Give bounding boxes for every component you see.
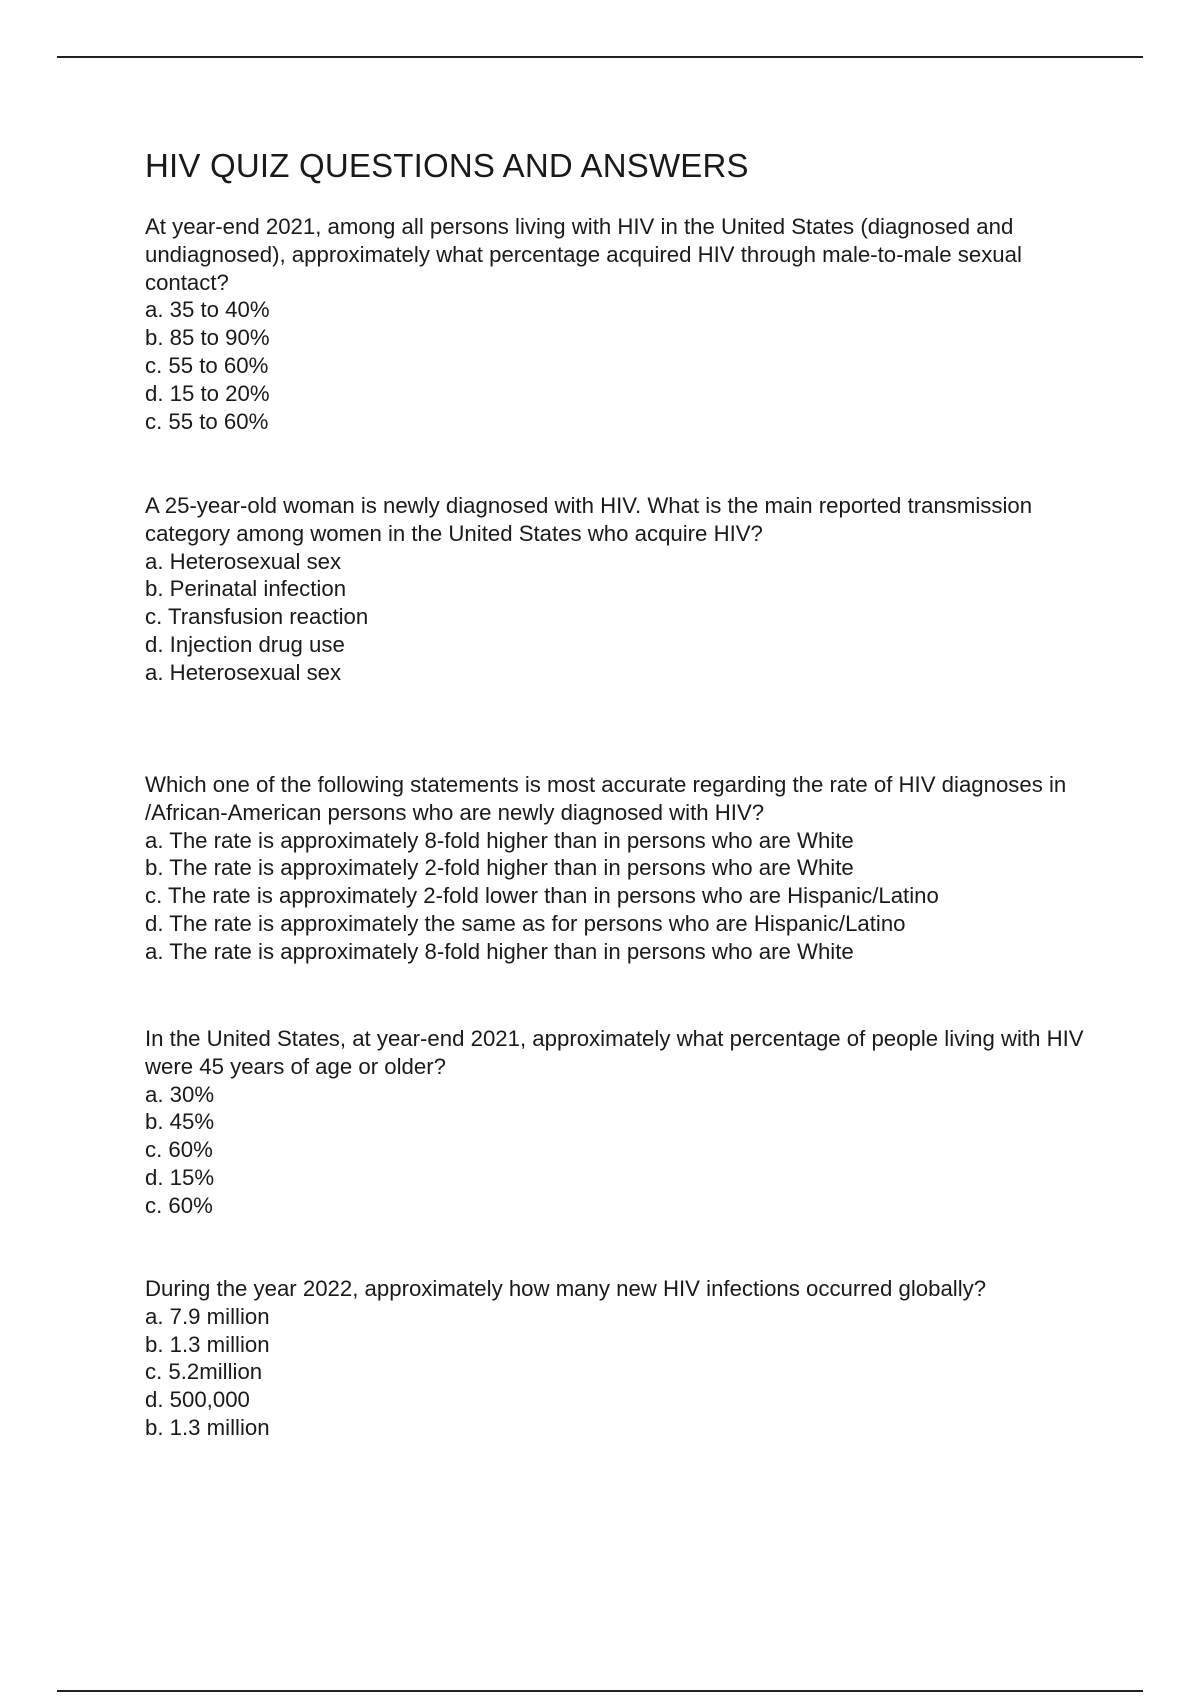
answer-option: a. 7.9 million [145,1303,270,1329]
question-text: At year-end 2021, among all persons living with HIV in the United States (diagnosed and undiagnosed), approximately what percentage acquired HIV through male-to-male sexual contact? [145,214,1029,295]
correct-answer: c. 55 to 60% [145,408,269,434]
question-block [145,1025,1105,1220]
answer-option: d. 15 to 20% [145,380,270,406]
correct-answer: c. 60% [145,1192,213,1218]
correct-answer: a. The rate is approximately 8-fold higher than in persons who are White [145,938,854,964]
question-text: During the year 2022, approximately how many new HIV infections occurred globally? [145,1276,987,1301]
question-text: In the United States, at year-end 2021, approximately what percentage of people living with HIV were 45 years of age or older? [145,1026,1090,1079]
question-block [145,1275,1105,1442]
answer-option: d. 500,000 [145,1387,250,1413]
answer-option: c. 5.2million [145,1359,263,1385]
answer-option: d. The rate is approximately the same as for persons who are Hispanic/Latino [145,910,906,936]
question-block [145,492,1105,687]
answer-option: c. Transfusion reaction [145,604,369,630]
answer-option: a. 30% [145,1081,215,1107]
answer-option: a. Heterosexual sex [145,548,342,574]
answer-option: c. The rate is approximately 2-fold lower than in persons who are Hispanic/Latino [145,883,939,909]
footer-rule [57,1690,1143,1692]
document-body [145,146,1105,186]
correct-answer: a. Heterosexual sex [145,659,342,685]
header-rule [57,56,1143,58]
page-title: HIV QUIZ QUESTIONS AND ANSWERS [145,147,749,184]
answer-option: d. 15% [145,1164,215,1190]
answer-option: b. Perinatal infection [145,576,347,602]
answer-option: d. Injection drug use [145,631,345,657]
question-block [145,771,1105,966]
question-text: A 25-year-old woman is newly diagnosed with HIV. What is the main reported transmission category among women in the United States who acquire HIV? [145,493,1039,546]
answer-option: b. 85 to 90% [145,325,270,351]
question-block [145,213,1105,435]
answer-option: c. 55 to 60% [145,352,269,378]
answer-option: b. The rate is approximately 2-fold higher than in persons who are White [145,855,854,881]
answer-option: b. 45% [145,1109,215,1135]
question-text: Which one of the following statements is most accurate regarding the rate of HIV diagnoses in /African-American persons who are newly diagnosed with HIV? [145,772,1073,825]
answer-option: c. 60% [145,1137,213,1163]
correct-answer: b. 1.3 million [145,1414,270,1440]
answer-option: a. 35 to 40% [145,297,270,323]
answer-option: a. The rate is approximately 8-fold higher than in persons who are White [145,827,854,853]
answer-option: b. 1.3 million [145,1331,270,1357]
